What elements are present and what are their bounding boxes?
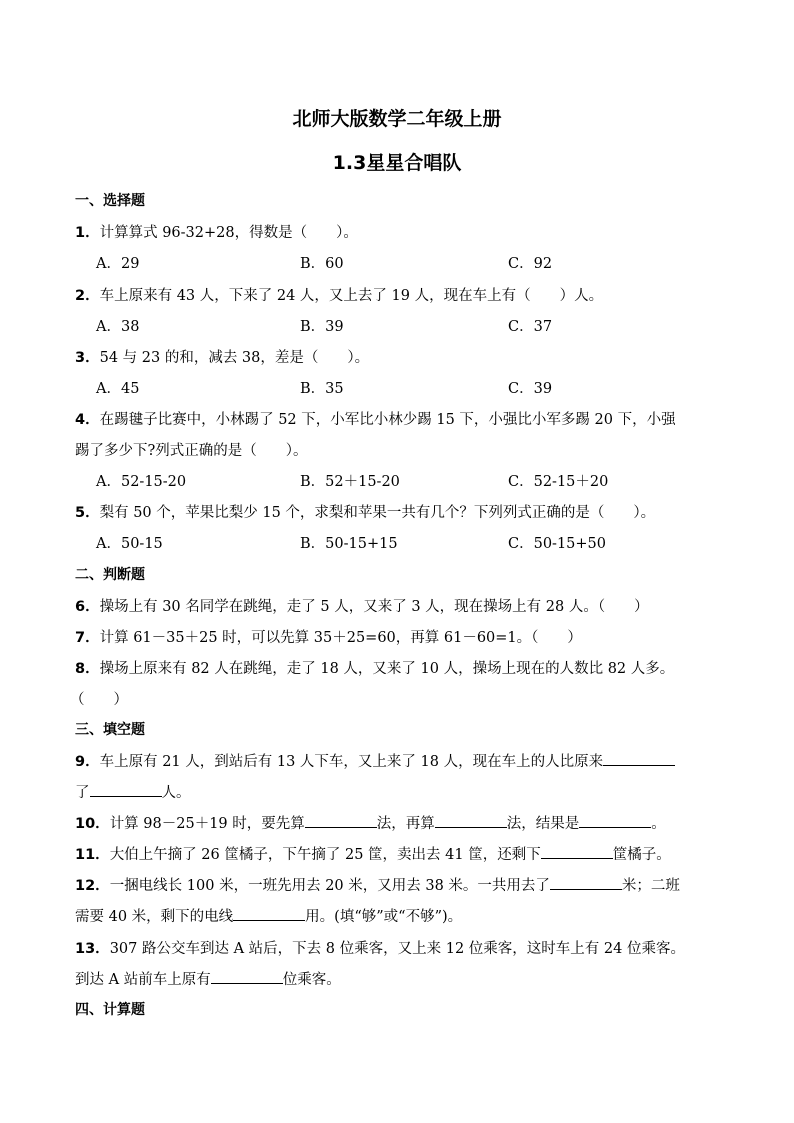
option-c: C．39 bbox=[508, 381, 553, 397]
option-c: C．52-15＋20 bbox=[508, 474, 609, 490]
question-number: 7． bbox=[75, 630, 100, 646]
question-9-continued bbox=[75, 781, 191, 802]
option-a: A．52-15-20 bbox=[96, 474, 187, 490]
question-text: 计算算式 96-32+28，得数是（ ）。 bbox=[99, 225, 358, 241]
question-8-continued: （ ） bbox=[70, 692, 128, 708]
question-10 bbox=[75, 812, 666, 833]
question-text: 计算 98－25＋19 时，要先算 bbox=[109, 816, 305, 832]
question-5 bbox=[75, 501, 655, 522]
option-a: A．29 bbox=[96, 256, 140, 272]
option-b: B．35 bbox=[300, 381, 344, 397]
question-text: 到达 A 站前车上原有 bbox=[75, 972, 211, 988]
question-text: 一捆电线长 100 米，一班先用去 20 米，又用去 38 米。一共用去了 bbox=[109, 878, 550, 894]
question-text: 梨有 50 个，苹果比梨少 15 个，求梨和苹果一共有几个？下列列式正确的是（ ）。 bbox=[99, 505, 656, 521]
option-a: A．50-15 bbox=[96, 536, 163, 552]
question-text: 需要 40 米，剩下的电线 bbox=[75, 909, 234, 925]
question-6 bbox=[75, 595, 649, 616]
question-text: 计算 61－35＋25 时，可以先算 35＋25=60，再算 61－60=1。（ ） bbox=[99, 630, 582, 646]
question-12 bbox=[75, 874, 680, 895]
option-a: A．38 bbox=[96, 319, 140, 335]
question-text: 米；二班 bbox=[621, 878, 680, 894]
question-number: 1． bbox=[75, 225, 100, 241]
question-text: 大伯上午摘了 26 筐橘子，下午摘了 25 筐，卖出去 41 筐，还剩下 bbox=[109, 847, 541, 863]
option-c: C．37 bbox=[508, 319, 553, 335]
question-number: 3． bbox=[75, 350, 100, 366]
question-number: 11． bbox=[75, 847, 110, 863]
question-text: 操场上原来有 82 人在跳绳，走了 18 人，又来了 10 人，操场上现在的人数比 82 人多。 bbox=[99, 661, 675, 677]
question-text: 车上原来有 43 人，下来了 24 人，又上去了 19 人，现在车上有（ ）人。 bbox=[99, 288, 604, 304]
question-12-continued bbox=[75, 905, 462, 926]
question-text: 在踢毽子比赛中，小林踢了 52 下，小军比小林少踢 15 下，小强比小军多踢 20 下，小强 bbox=[99, 412, 676, 428]
question-text: 307 路公交车到达 A 站后，下去 8 位乘客，又上来 12 位乘客，这时车上有 24 位乘客。 bbox=[109, 941, 685, 957]
question-text: 法，结果是 bbox=[506, 816, 580, 832]
question-text: 位乘客。 bbox=[282, 972, 341, 988]
answer-blank[interactable] bbox=[579, 813, 651, 828]
option-c: C．92 bbox=[508, 256, 553, 272]
question-number: 10． bbox=[75, 816, 110, 832]
question-4 bbox=[75, 408, 676, 429]
section-heading-fill-blank: 三、填空题 bbox=[75, 722, 145, 738]
question-text: 54 与 23 的和，减去 38，差是（ ）。 bbox=[99, 350, 370, 366]
question-9 bbox=[75, 750, 675, 771]
section-heading-calculation: 四、计算题 bbox=[75, 1002, 145, 1018]
lesson-title: 1.3星星合唱队 bbox=[332, 152, 462, 174]
answer-blank[interactable] bbox=[305, 813, 377, 828]
answer-blank[interactable] bbox=[550, 875, 622, 890]
option-b: B．50-15+15 bbox=[300, 536, 398, 552]
option-b: B．60 bbox=[300, 256, 344, 272]
answer-blank[interactable] bbox=[541, 844, 613, 859]
question-13-continued bbox=[75, 968, 341, 989]
question-number: 12． bbox=[75, 878, 110, 894]
answer-blank[interactable] bbox=[233, 906, 305, 921]
answer-blank[interactable] bbox=[90, 782, 162, 797]
option-b: B．39 bbox=[300, 319, 344, 335]
question-3 bbox=[75, 346, 369, 367]
question-8 bbox=[75, 657, 674, 678]
question-text: 了 bbox=[75, 785, 90, 801]
question-number: 9． bbox=[75, 754, 100, 770]
question-text: 。 bbox=[651, 816, 666, 832]
question-text: 用。(填“够”或“不够”)。 bbox=[305, 909, 463, 925]
question-number: 2． bbox=[75, 288, 100, 304]
question-number: 5． bbox=[75, 505, 100, 521]
section-heading-choice: 一、选择题 bbox=[75, 193, 145, 209]
answer-blank[interactable] bbox=[435, 813, 507, 828]
question-number: 6． bbox=[75, 599, 100, 615]
question-1 bbox=[75, 221, 358, 242]
question-2 bbox=[75, 284, 603, 305]
section-heading-judgement: 二、判断题 bbox=[75, 567, 145, 583]
option-c: C．50-15+50 bbox=[508, 536, 606, 552]
question-number: 8． bbox=[75, 661, 100, 677]
question-text: 车上原有 21 人，到站后有 13 人下车，又上来了 18 人，现在车上的人比原来 bbox=[99, 754, 604, 770]
question-4-continued: 踢了多少下?列式正确的是（ ）。 bbox=[75, 443, 308, 459]
question-number: 13． bbox=[75, 941, 110, 957]
question-11 bbox=[75, 843, 671, 864]
question-13 bbox=[75, 937, 685, 958]
question-number: 4． bbox=[75, 412, 100, 428]
answer-blank[interactable] bbox=[603, 751, 675, 766]
question-text: 操场上有 30 名同学在跳绳，走了 5 人，又来了 3 人，现在操场上有 28 人。（ ） bbox=[99, 599, 649, 615]
question-text: 筐橘子。 bbox=[612, 847, 671, 863]
option-b: B．52＋15-20 bbox=[300, 474, 400, 490]
page-title: 北师大版数学二年级上册 bbox=[292, 108, 502, 130]
question-text: 法，再算 bbox=[376, 816, 435, 832]
answer-blank[interactable] bbox=[211, 969, 283, 984]
question-text: 人。 bbox=[161, 785, 191, 801]
option-a: A．45 bbox=[96, 381, 140, 397]
question-7 bbox=[75, 626, 582, 647]
